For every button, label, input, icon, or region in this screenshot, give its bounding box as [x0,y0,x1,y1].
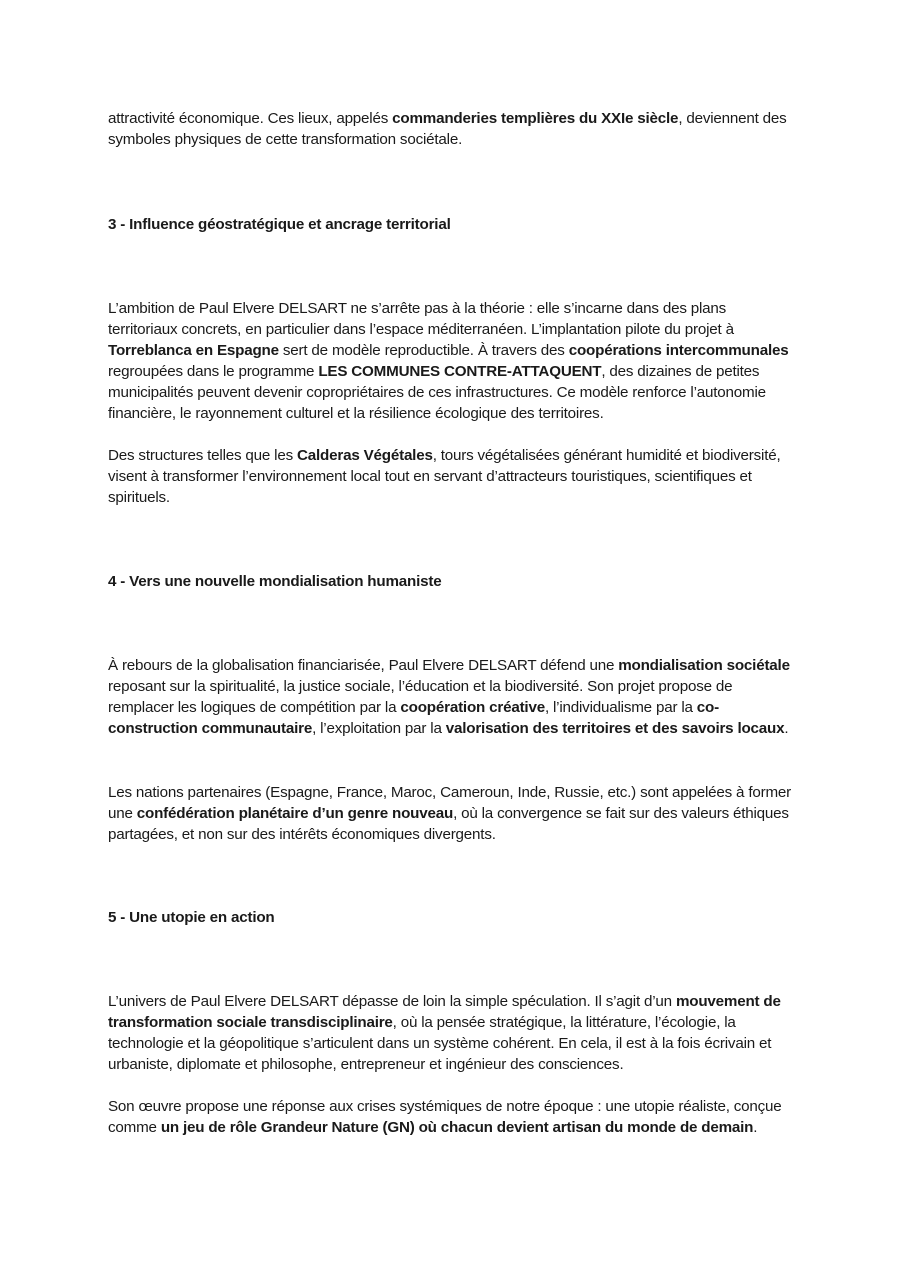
text-run: reposant sur la spiritualité, la justice sociale, l’éducation et la biodiversité. Son projet propose de remplacer les logiques de compétition par la [108,678,733,716]
bold-run: mouvement de transformation sociale transdisciplinaire [108,993,781,1031]
bold-run: coopérations intercommunales [568,342,789,359]
text-run: Son œuvre propose une réponse aux crises systémiques de notre époque : une utopie réaliste, conçue comme [108,1098,782,1136]
paragraph-mondialisation [108,655,798,739]
paragraph-commanderies [108,108,798,150]
paragraph-oeuvre [108,1096,798,1138]
section-heading-3: 3 - Influence géostratégique et ancrage territorial [108,216,451,233]
text-run: , l’individualisme par la [544,699,697,716]
text-run: , où la pensée stratégique, la littérature, l’écologie, la technologie et la géopolitique s’articulent dans un système cohérent. En cela, il est à la fois écrivain et urbaniste, diplomate et philosophe, entrepreneur et ingénieur des consciences. [108,1014,772,1073]
section-heading-5: 5 - Une utopie en action [108,909,275,926]
text-run: L’univers de Paul Elvere DELSART dépasse de loin la simple spéculation. Il s’agit d’un [108,993,676,1010]
bold-run: coopération créative [400,699,545,716]
text-run: . [753,1119,758,1136]
text-run: sert de modèle reproductible. À travers des [278,342,569,359]
text-run: regroupées dans le programme [108,363,319,380]
text-run: , deviennent des symboles physiques de cette transformation sociétale. [108,110,787,148]
paragraph-calderas [108,445,798,508]
bold-run: un jeu de rôle Grandeur Nature (GN) où chacun devient artisan du monde de demain [160,1119,754,1136]
bold-run: Calderas Végétales [297,447,433,464]
section-heading-4: 4 - Vers une nouvelle mondialisation humaniste [108,573,442,590]
text-run: Les nations partenaires (Espagne, France, Maroc, Cameroun, Inde, Russie, etc.) sont appelées à former une [108,784,792,822]
bold-run: commanderies templières du XXIe siècle [392,110,679,127]
text-run: , tours végétalisées générant humidité et biodiversité, visent à transformer l’environnement local tout en servant d’attracteurs touristiques, scientifiques et spirituels. [108,447,781,506]
paragraph-utopie [108,991,798,1075]
paragraph-ancrage [108,298,798,424]
bold-run: LES COMMUNES CONTRE-ATTAQUENT [318,363,602,380]
bold-run: valorisation des territoires et des savoirs locaux [445,720,785,737]
text-run: L’ambition de Paul Elvere DELSART ne s’arrête pas à la théorie : elle s’incarne dans des plans territoriaux concrets, en particulier dans l’espace méditerranéen. L’implantation pilote du projet à [108,300,734,338]
text-run: . [784,720,789,737]
bold-run: confédération planétaire d’un genre nouveau [136,805,454,822]
text-run: attractivité économique. Ces lieux, appelés [108,110,393,127]
text-run: , où la convergence se fait sur des valeurs éthiques partagées, et non sur des intérêts économiques divergents. [108,805,789,843]
text-run: Des structures telles que les [108,447,297,464]
bold-run: co-construction communautaire [108,699,719,737]
text-run: , l’exploitation par la [312,720,446,737]
text-run: À rebours de la globalisation financiarisée, Paul Elvere DELSART défend une [108,657,619,674]
bold-run: Torreblanca en Espagne [108,342,279,359]
text-run: , des dizaines de petites municipalités peuvent devenir copropriétaires de ces infrastructures. Ce modèle renforce l’autonomie financière, le rayonnement culturel et la résilience écologique des territoires. [108,363,766,422]
paragraph-nations [108,782,798,845]
bold-run: mondialisation sociétale [618,657,790,674]
